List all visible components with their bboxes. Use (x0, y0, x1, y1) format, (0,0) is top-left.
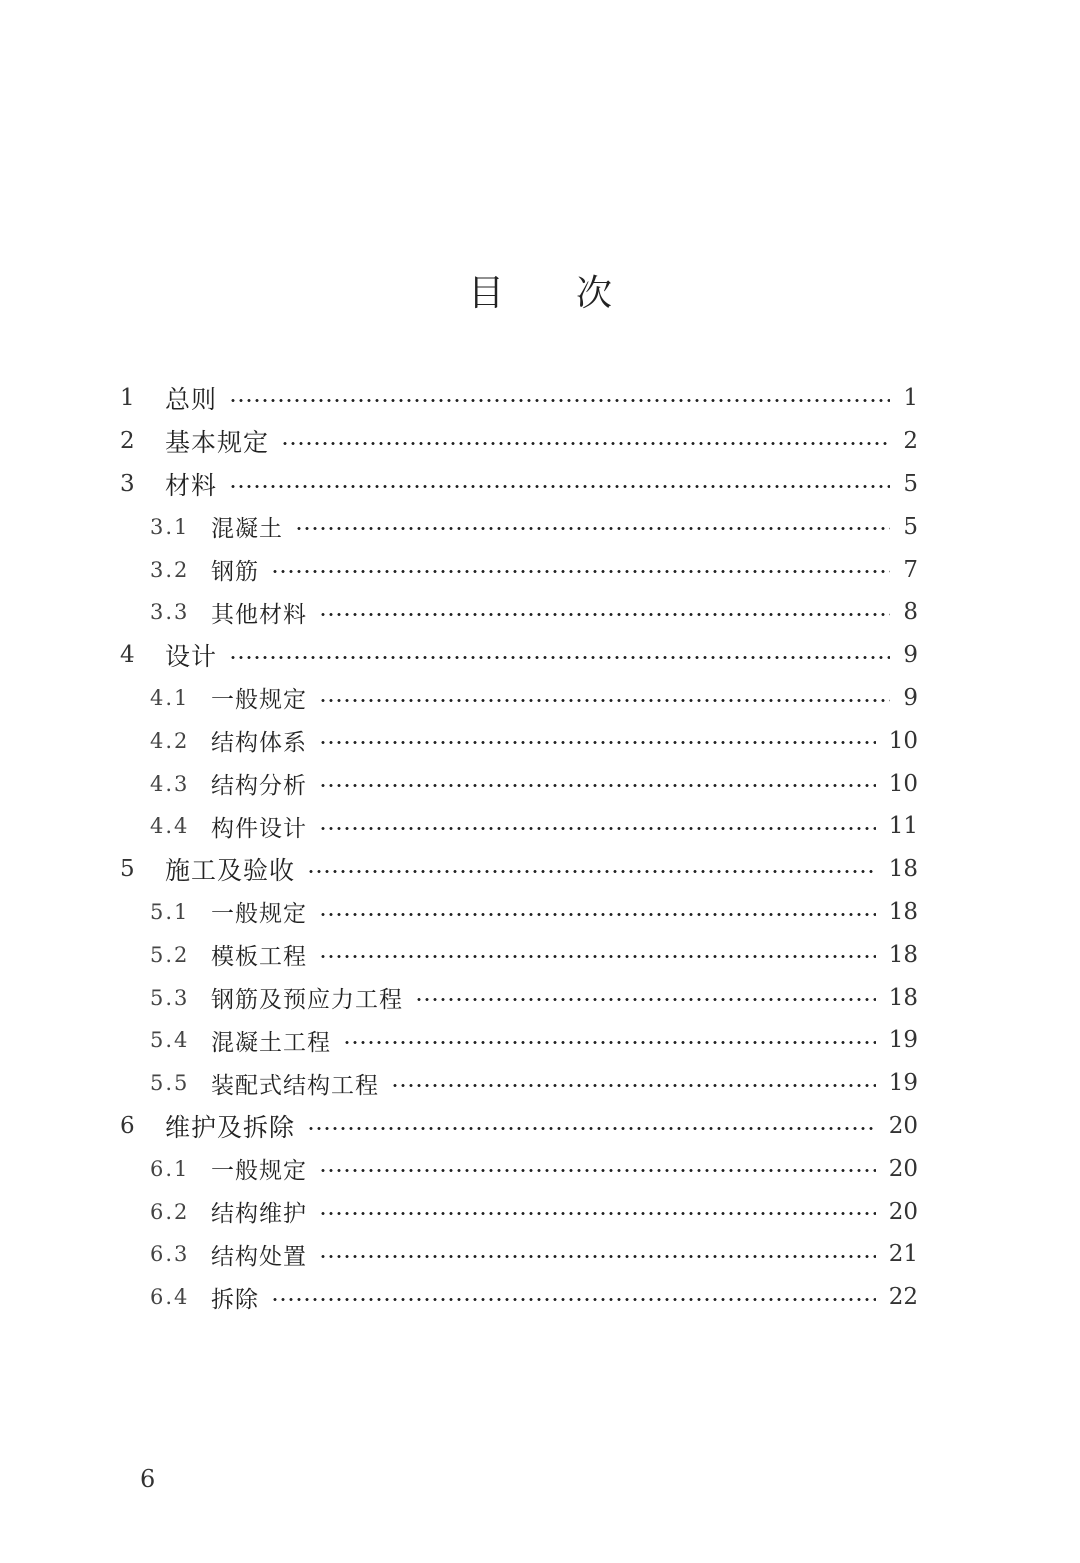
toc-dot-leader (319, 913, 876, 916)
toc-entry-page: 2 (903, 428, 918, 455)
toc-entry-title: 结构分析 (211, 773, 307, 800)
toc-entry-number: 3.3 (150, 600, 190, 625)
toc-subsection-row[interactable] (0, 719, 1080, 762)
toc-dot-leader (295, 527, 890, 530)
toc-entry-title: 一般规定 (211, 901, 307, 928)
toc-entry-page: 20 (888, 1112, 918, 1139)
toc-entry-title: 一般规定 (211, 1158, 307, 1185)
toc-dot-leader (307, 1127, 876, 1130)
toc-subsection-row[interactable] (0, 933, 1080, 976)
toc-entry-page: 10 (888, 727, 918, 754)
toc-entry-title: 施工及验收 (165, 856, 296, 886)
toc-chapter-row[interactable] (0, 1105, 1080, 1148)
toc-entry-title: 总则 (165, 385, 218, 415)
toc-entry-number: 6 (120, 1112, 135, 1139)
toc-entry-title: 混凝土 (211, 516, 283, 543)
toc-dot-leader (319, 699, 890, 702)
toc-entry-number: 3.2 (150, 557, 190, 582)
toc-dot-leader (391, 1084, 876, 1087)
toc-entry-title: 结构处置 (211, 1243, 307, 1270)
toc-entry-number: 5.3 (150, 985, 190, 1010)
toc-entry-number: 6.3 (150, 1242, 190, 1267)
toc-entry-page: 22 (888, 1284, 918, 1311)
toc-entry-number: 4.3 (150, 771, 190, 796)
toc-entry-page: 18 (888, 984, 918, 1011)
toc-dot-leader (415, 998, 876, 1001)
toc-entry-number: 1 (120, 385, 135, 412)
toc-entry-page: 18 (888, 941, 918, 968)
toc-entry-page: 21 (888, 1241, 918, 1268)
toc-dot-leader (343, 1041, 876, 1044)
toc-chapter-row[interactable] (0, 377, 1080, 420)
toc-dot-leader (229, 399, 890, 402)
toc-subsection-row[interactable] (0, 1276, 1080, 1319)
page-title: 目次 (467, 273, 684, 314)
page-number: 6 (140, 1465, 156, 1493)
toc-entry-title: 材料 (165, 470, 218, 500)
toc-entry-page: 5 (903, 513, 918, 540)
toc-entry-title: 钢筋 (211, 559, 259, 586)
toc-entry-title: 其他材料 (211, 601, 307, 628)
toc-entry-number: 5.1 (150, 899, 190, 924)
toc-entry-title: 拆除 (211, 1286, 259, 1313)
toc-entry-page: 1 (903, 385, 918, 412)
toc-entry-page: 9 (903, 642, 918, 669)
toc-dot-leader (229, 485, 890, 488)
toc-subsection-row[interactable] (0, 1062, 1080, 1105)
toc-entry-number: 4.4 (150, 814, 190, 839)
toc-entry-page: 10 (888, 770, 918, 797)
toc-dot-leader (307, 870, 876, 873)
toc-chapter-row[interactable] (0, 848, 1080, 891)
toc-dot-leader (319, 1255, 876, 1258)
toc-entry-title: 模板工程 (211, 944, 307, 971)
toc-subsection-row[interactable] (0, 1190, 1080, 1233)
toc-subsection-row[interactable] (0, 976, 1080, 1019)
toc-entry-number: 3.1 (150, 514, 190, 539)
toc-entry-number: 6.4 (150, 1285, 190, 1310)
toc-entry-page: 7 (903, 556, 918, 583)
toc-entry-title: 一般规定 (211, 687, 307, 714)
toc-dot-leader (319, 827, 876, 830)
toc-entry-title: 结构维护 (211, 1201, 307, 1228)
toc-entry-number: 2 (120, 428, 135, 455)
toc-subsection-row[interactable] (0, 805, 1080, 848)
toc-subsection-row[interactable] (0, 591, 1080, 634)
toc-entry-page: 8 (903, 599, 918, 626)
toc-entry-page: 19 (888, 1027, 918, 1054)
toc-subsection-row[interactable] (0, 1147, 1080, 1190)
toc-chapter-row[interactable] (0, 634, 1080, 677)
table-of-contents (0, 377, 1080, 1319)
toc-chapter-row[interactable] (0, 420, 1080, 463)
toc-entry-number: 4.1 (150, 685, 190, 710)
toc-dot-leader (319, 1169, 876, 1172)
toc-entry-number: 3 (120, 470, 135, 497)
toc-entry-number: 6.2 (150, 1199, 190, 1224)
toc-dot-leader (271, 570, 890, 573)
toc-entry-number: 6.1 (150, 1156, 190, 1181)
toc-entry-number: 5.2 (150, 942, 190, 967)
toc-dot-leader (281, 442, 890, 445)
toc-subsection-row[interactable] (0, 505, 1080, 548)
toc-dot-leader (319, 784, 876, 787)
toc-subsection-row[interactable] (0, 1019, 1080, 1062)
toc-entry-title: 装配式结构工程 (211, 1072, 379, 1099)
toc-entry-page: 19 (888, 1070, 918, 1097)
toc-entry-title: 结构体系 (211, 730, 307, 757)
toc-subsection-row[interactable] (0, 677, 1080, 720)
toc-entry-page: 11 (888, 813, 918, 840)
toc-dot-leader (319, 613, 890, 616)
toc-entry-title: 钢筋及预应力工程 (211, 987, 403, 1014)
toc-subsection-row[interactable] (0, 762, 1080, 805)
toc-chapter-row[interactable] (0, 463, 1080, 506)
toc-entry-title: 维护及拆除 (165, 1112, 296, 1142)
toc-entry-page: 9 (903, 684, 918, 711)
toc-entry-title: 设计 (165, 642, 218, 672)
toc-entry-number: 4.2 (150, 728, 190, 753)
toc-entry-number: 4 (120, 642, 135, 669)
toc-subsection-row[interactable] (0, 1233, 1080, 1276)
toc-entry-number: 5.4 (150, 1028, 190, 1053)
toc-entry-title: 基本规定 (165, 428, 270, 458)
toc-dot-leader (319, 1212, 876, 1215)
toc-entry-number: 5.5 (150, 1071, 190, 1096)
toc-dot-leader (229, 656, 890, 659)
toc-entry-page: 5 (903, 470, 918, 497)
toc-entry-number: 5 (120, 856, 135, 883)
toc-entry-page: 20 (888, 1198, 918, 1225)
toc-entry-page: 20 (888, 1155, 918, 1182)
toc-subsection-row[interactable] (0, 548, 1080, 591)
toc-dot-leader (319, 955, 876, 958)
toc-dot-leader (271, 1298, 876, 1301)
toc-entry-page: 18 (888, 898, 918, 925)
toc-entry-title: 构件设计 (211, 815, 307, 842)
toc-entry-title: 混凝土工程 (211, 1029, 331, 1056)
toc-entry-page: 18 (888, 856, 918, 883)
toc-dot-leader (319, 741, 876, 744)
toc-subsection-row[interactable] (0, 891, 1080, 934)
